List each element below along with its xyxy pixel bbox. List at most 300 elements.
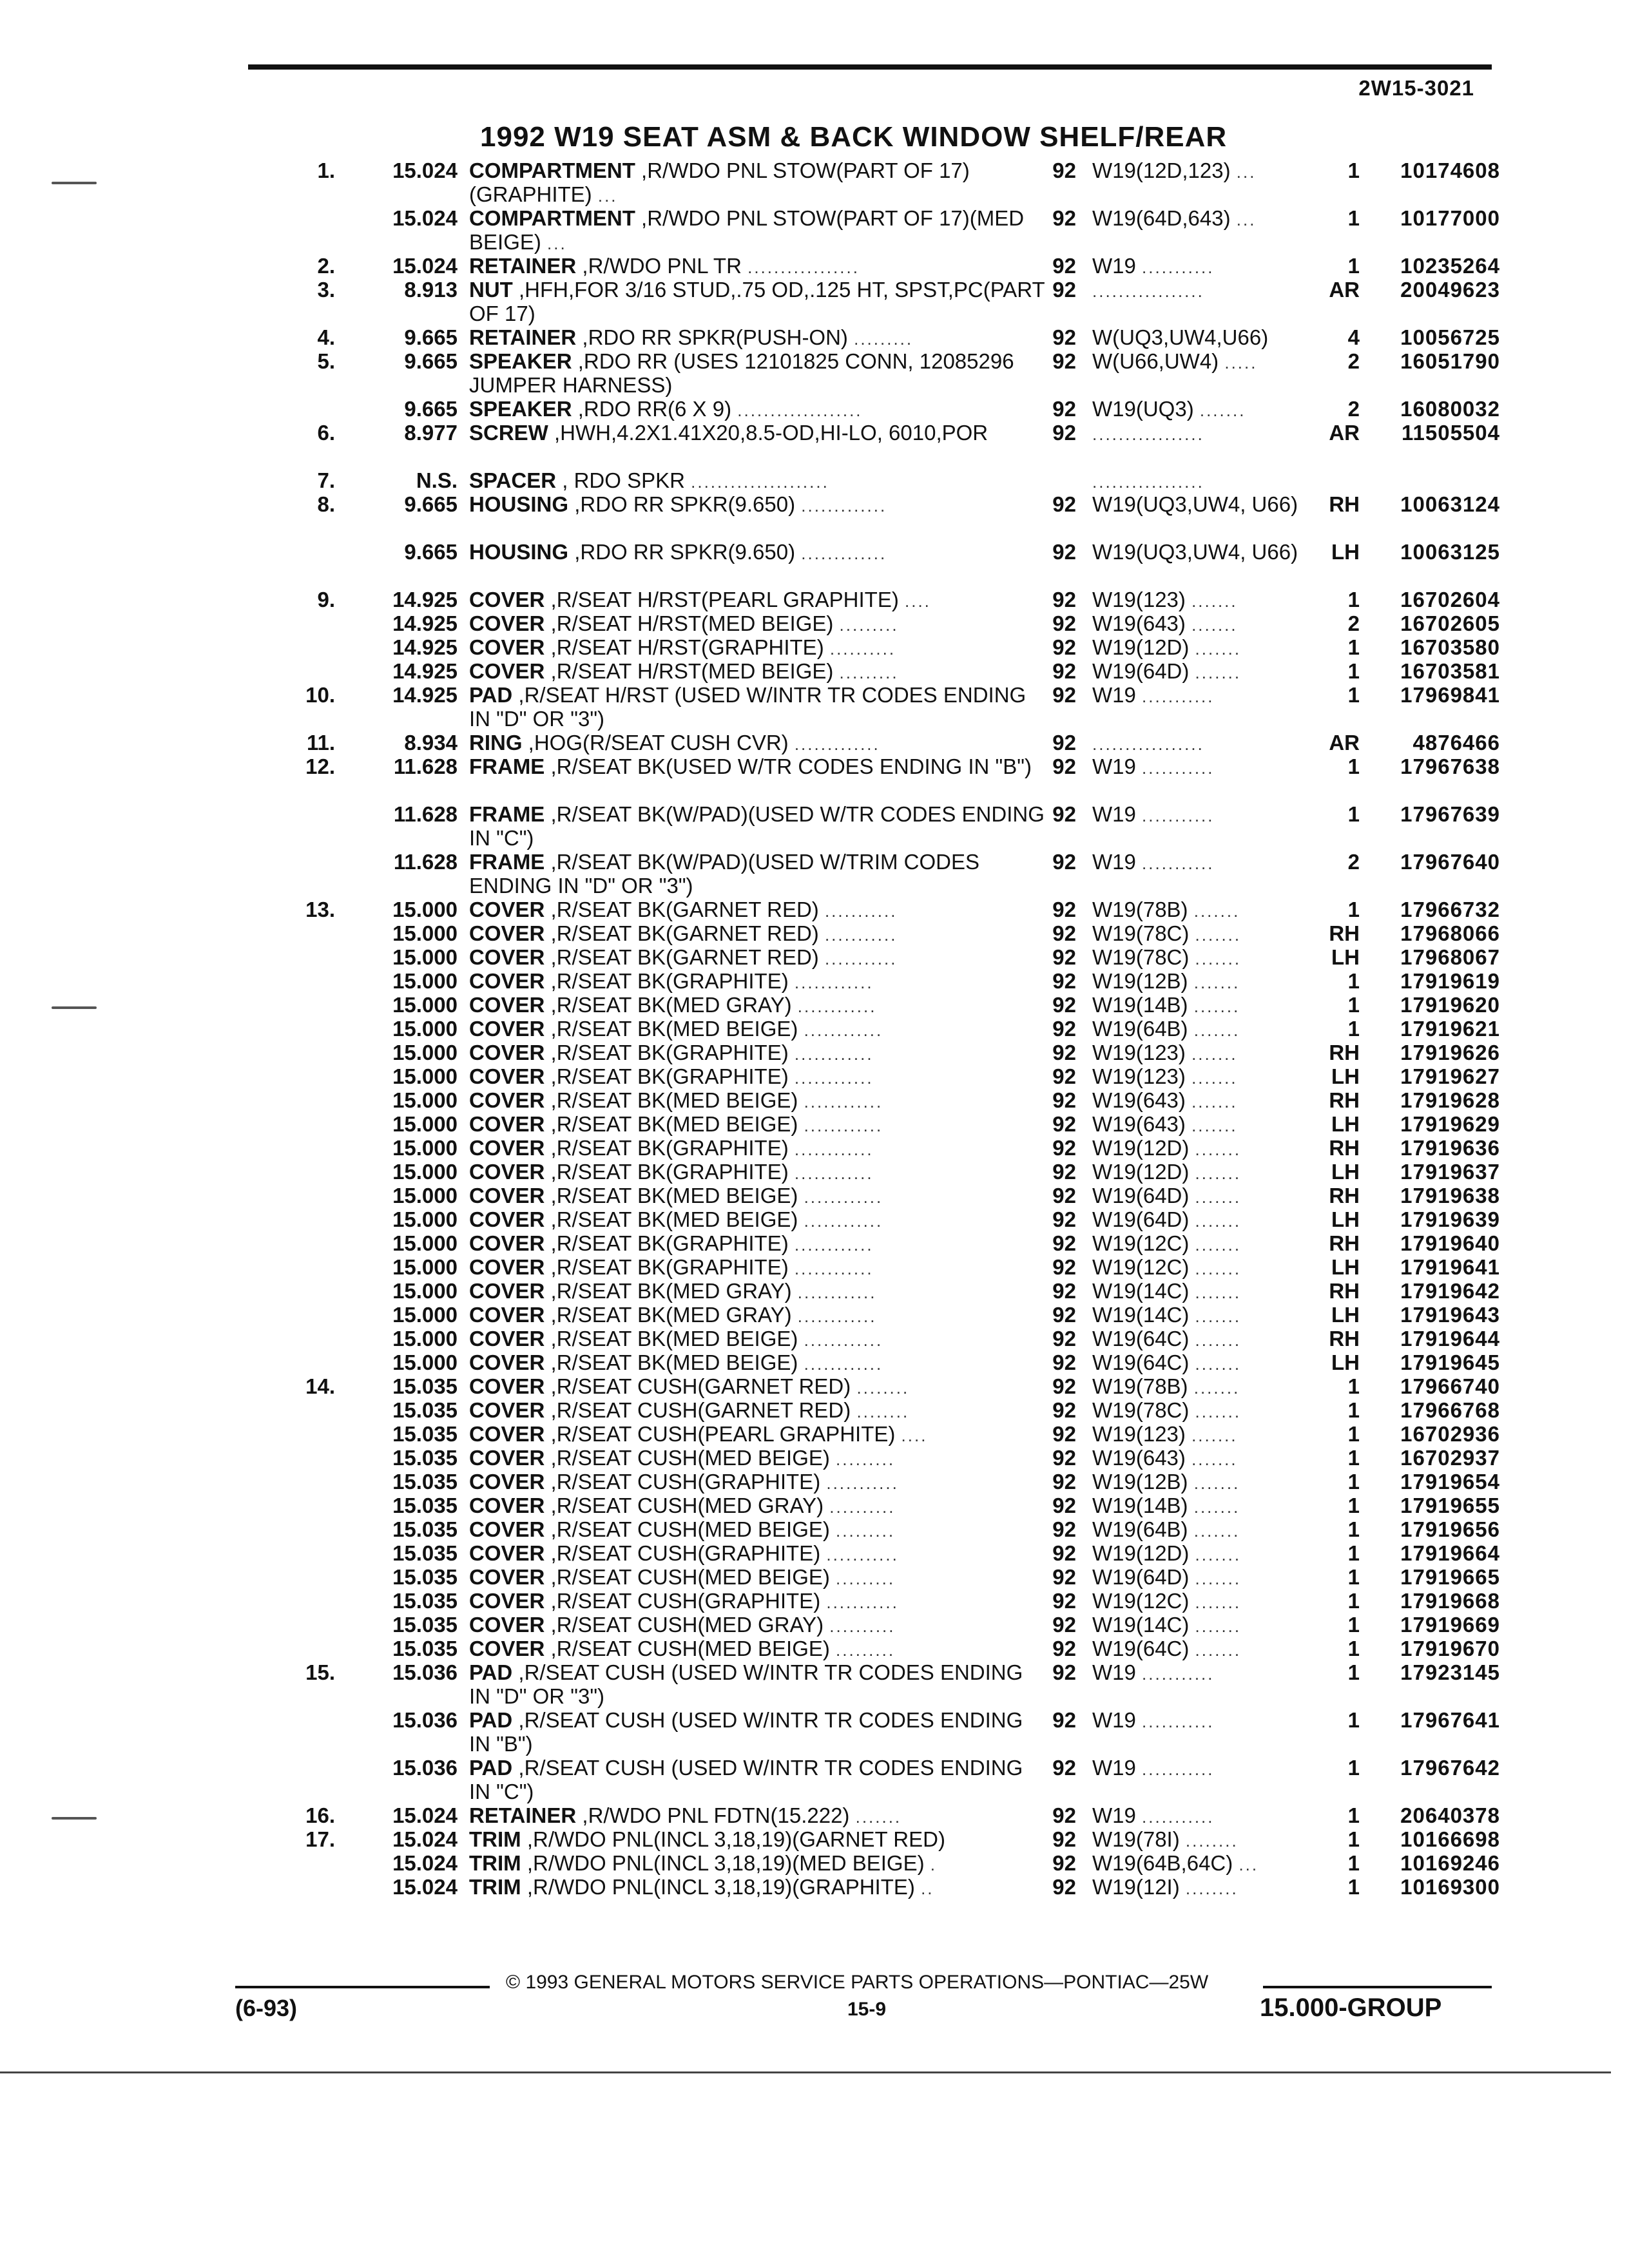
part-name: COVER xyxy=(469,1255,545,1279)
model-code xyxy=(1092,1446,1324,1472)
dot-leader: ....... xyxy=(1191,1092,1238,1111)
part-description xyxy=(469,1851,1049,1877)
part-description xyxy=(469,1064,1049,1090)
dot-leader: ........... xyxy=(824,949,898,968)
part-description xyxy=(469,731,1049,756)
quantity: 1 xyxy=(1347,969,1360,993)
part-detail: ,R/WDO PNL(INCL 3,18,19)(GARNET RED) xyxy=(526,1827,945,1851)
part-name: COVER xyxy=(469,588,545,611)
table-row xyxy=(0,1112,1629,1136)
part-number: 17968066 xyxy=(1400,921,1500,945)
part-description xyxy=(469,659,1049,685)
group-number: 15.035 xyxy=(392,1494,458,1517)
part-description xyxy=(469,850,1049,899)
model-text: W19(78I) xyxy=(1092,1827,1180,1851)
dot-leader: ............ xyxy=(794,1044,874,1064)
part-number: 17919655 xyxy=(1400,1494,1500,1517)
group-number: 15.035 xyxy=(392,1374,458,1398)
part-number: 16702604 xyxy=(1400,588,1500,611)
part-number: 17919626 xyxy=(1400,1041,1500,1064)
model-code xyxy=(1092,1851,1324,1877)
dot-leader: .......... xyxy=(829,1497,896,1517)
dot-leader: ....... xyxy=(1193,1474,1240,1493)
part-name: COVER xyxy=(469,659,545,683)
part-detail: ,R/SEAT BK(W/PAD)(USED W/TRIM CODES ENDING IN "D" OR "3") xyxy=(469,850,980,898)
dot-leader: ................. xyxy=(747,258,860,277)
part-description xyxy=(469,1541,1049,1567)
document-id: 2W15-3021 xyxy=(1358,76,1474,100)
quantity: 1 xyxy=(1347,1851,1360,1875)
part-number: 16702937 xyxy=(1400,1446,1500,1470)
part-description xyxy=(469,206,1049,256)
part-name: COVER xyxy=(469,1494,545,1517)
part-number: 17919637 xyxy=(1400,1160,1500,1184)
model-year: 92 xyxy=(1052,254,1076,278)
part-detail: ,R/SEAT BK(MED BEIGE) xyxy=(550,1017,798,1041)
table-row xyxy=(0,969,1629,993)
dot-leader: ....... xyxy=(1195,1617,1242,1636)
model-code xyxy=(1092,1255,1324,1281)
dot-leader: ........... xyxy=(1142,806,1215,825)
group-number: N.S. xyxy=(416,468,458,492)
model-year: 92 xyxy=(1052,349,1076,373)
dot-leader: ............ xyxy=(794,1235,874,1254)
model-text: W19(12C) xyxy=(1092,1231,1190,1255)
dot-leader: ............. xyxy=(801,544,887,563)
part-detail: ,RDO RR(6 X 9) xyxy=(577,397,732,421)
dot-leader: ............ xyxy=(804,1354,883,1374)
model-year: 92 xyxy=(1052,540,1076,564)
part-number: 20640378 xyxy=(1400,1803,1500,1827)
dot-leader: ........... xyxy=(1142,258,1215,277)
group-number: 15.000 xyxy=(392,1160,458,1184)
model-year: 92 xyxy=(1052,1875,1076,1899)
item-number: 4. xyxy=(317,325,335,349)
part-name: SCREW xyxy=(469,421,548,445)
part-name: COVER xyxy=(469,1422,545,1446)
model-year: 92 xyxy=(1052,683,1076,707)
dot-leader: ......... xyxy=(854,329,914,349)
part-number: 17919656 xyxy=(1400,1517,1500,1541)
part-description xyxy=(469,1017,1049,1043)
model-text: W19(14C) xyxy=(1092,1279,1190,1303)
model-code xyxy=(1092,1660,1324,1686)
quantity: RH xyxy=(1329,1088,1360,1112)
model-year: 92 xyxy=(1052,1446,1076,1470)
model-text: W19(UQ3,UW4, U66) xyxy=(1092,492,1298,516)
table-row xyxy=(0,492,1629,540)
table-row xyxy=(0,1613,1629,1637)
part-detail: , RDO SPKR xyxy=(562,468,685,492)
model-year: 92 xyxy=(1052,1255,1076,1279)
quantity: 1 xyxy=(1347,1470,1360,1494)
group-number: 15.035 xyxy=(392,1446,458,1470)
dot-leader: ............. xyxy=(801,496,887,515)
dot-leader: ......... xyxy=(836,1569,896,1588)
table-row xyxy=(0,1017,1629,1041)
dot-leader: ... xyxy=(1236,162,1257,182)
dot-leader: ........... xyxy=(1142,758,1215,778)
dot-leader: ... xyxy=(547,234,567,253)
dot-leader: ............ xyxy=(797,1307,877,1326)
part-number: 10063124 xyxy=(1400,492,1500,516)
quantity: AR xyxy=(1329,731,1360,754)
model-year: 92 xyxy=(1052,397,1076,421)
part-name: TRIM xyxy=(469,1851,521,1875)
table-row xyxy=(0,1207,1629,1231)
part-number: 4876466 xyxy=(1412,731,1500,754)
part-description xyxy=(469,1088,1049,1114)
quantity: RH xyxy=(1329,1136,1360,1160)
table-row xyxy=(0,1088,1629,1112)
model-text: W(U66,UW4) xyxy=(1092,349,1219,373)
dot-leader: ......... xyxy=(836,1450,896,1469)
model-year: 92 xyxy=(1052,1374,1076,1398)
group-number: 14.925 xyxy=(392,635,458,659)
part-detail: ,R/WDO PNL(INCL 3,18,19)(GRAPHITE) xyxy=(526,1875,915,1899)
model-code xyxy=(1092,1112,1324,1138)
quantity: LH xyxy=(1331,1160,1360,1184)
part-name: COVER xyxy=(469,1136,545,1160)
footer-group: 15.000-GROUP xyxy=(1260,1994,1442,2022)
item-number: 15. xyxy=(305,1660,335,1684)
model-year: 92 xyxy=(1052,206,1076,230)
part-number: 10235264 xyxy=(1400,254,1500,278)
part-description xyxy=(469,421,1049,447)
quantity: 1 xyxy=(1347,898,1360,921)
group-number: 15.000 xyxy=(392,898,458,921)
item-number: 16. xyxy=(305,1803,335,1827)
dot-leader: ....... xyxy=(1195,925,1242,945)
part-detail: ,R/SEAT BK(MED BEIGE) xyxy=(550,1184,798,1207)
model-year: 92 xyxy=(1052,1613,1076,1637)
table-row xyxy=(0,1660,1629,1708)
part-detail: ,R/SEAT BK(GRAPHITE) xyxy=(550,969,789,993)
part-name: FRAME xyxy=(469,754,545,778)
table-row xyxy=(0,1494,1629,1517)
dot-leader: ........... xyxy=(1142,1664,1215,1684)
part-name: PAD xyxy=(469,1756,513,1780)
part-number: 17968067 xyxy=(1400,945,1500,969)
quantity: 2 xyxy=(1347,850,1360,874)
model-code xyxy=(1092,683,1324,709)
bottom-rule xyxy=(0,2071,1611,2073)
part-description xyxy=(469,611,1049,637)
group-number: 15.000 xyxy=(392,1041,458,1064)
part-number: 10166698 xyxy=(1400,1827,1500,1851)
part-number: 17919639 xyxy=(1400,1207,1500,1231)
table-row xyxy=(0,1827,1629,1851)
quantity: LH xyxy=(1331,1255,1360,1279)
part-number: 17967642 xyxy=(1400,1756,1500,1780)
table-row xyxy=(0,1637,1629,1660)
table-row xyxy=(0,1803,1629,1827)
dot-leader: ....... xyxy=(1195,1283,1242,1302)
dot-leader: ......... xyxy=(839,663,899,682)
part-detail: ,R/SEAT CUSH(MED BEIGE) xyxy=(550,1565,830,1589)
dot-leader: ....... xyxy=(1191,1426,1238,1445)
table-row xyxy=(0,1422,1629,1446)
group-number: 15.024 xyxy=(392,206,458,230)
part-detail: ,R/SEAT BK(GRAPHITE) xyxy=(550,1041,789,1064)
part-number: 17919645 xyxy=(1400,1350,1500,1374)
part-number: 17969841 xyxy=(1400,683,1500,707)
part-name: COVER xyxy=(469,1637,545,1660)
part-description xyxy=(469,1303,1049,1329)
model-code xyxy=(1092,349,1324,375)
dot-leader: ....... xyxy=(1195,1235,1242,1254)
model-year: 92 xyxy=(1052,969,1076,993)
dot-leader: ........ xyxy=(1185,1879,1239,1898)
part-number: 17923145 xyxy=(1400,1660,1500,1684)
dot-leader: ....... xyxy=(1195,1140,1242,1159)
part-description xyxy=(469,969,1049,995)
part-number: 17919629 xyxy=(1400,1112,1500,1136)
part-name: RETAINER xyxy=(469,325,577,349)
parts-list xyxy=(0,159,1629,1899)
table-row xyxy=(0,1303,1629,1327)
dot-leader: ............ xyxy=(794,1259,874,1278)
model-code xyxy=(1092,1207,1324,1233)
part-description xyxy=(469,1660,1049,1710)
model-text: W19(64C) xyxy=(1092,1350,1190,1374)
group-number: 11.628 xyxy=(393,850,458,874)
model-code xyxy=(1092,635,1324,661)
table-row xyxy=(0,754,1629,802)
part-description xyxy=(469,1589,1049,1615)
table-row xyxy=(0,611,1629,635)
part-number: 17919664 xyxy=(1400,1541,1500,1565)
dot-leader: .... xyxy=(901,1426,928,1445)
dot-leader: .... xyxy=(905,591,931,611)
page-title: 1992 W19 SEAT ASM & BACK WINDOW SHELF/REAR xyxy=(480,121,1228,153)
table-row xyxy=(0,1327,1629,1350)
part-detail: ,R/SEAT BK(MED GRAY) xyxy=(550,993,792,1017)
model-year: 92 xyxy=(1052,993,1076,1017)
model-text: W19 xyxy=(1092,254,1136,278)
group-number: 15.000 xyxy=(392,921,458,945)
part-number: 17919643 xyxy=(1400,1303,1500,1327)
model-code xyxy=(1092,1017,1324,1043)
part-number: 17967641 xyxy=(1400,1708,1500,1732)
part-detail: ,R/SEAT CUSH (USED W/INTR TR CODES ENDING IN "B") xyxy=(469,1708,1023,1756)
model-text: W19 xyxy=(1092,850,1136,874)
dot-leader: ....... xyxy=(1195,949,1242,968)
part-name: COVER xyxy=(469,1207,545,1231)
part-number: 16702936 xyxy=(1400,1422,1500,1446)
model-code xyxy=(1092,1470,1324,1495)
part-number: 17919636 xyxy=(1400,1136,1500,1160)
model-text: W19(643) xyxy=(1092,1088,1186,1112)
group-number: 15.000 xyxy=(392,1279,458,1303)
part-detail: ,R/SEAT BK(W/PAD)(USED W/TR CODES ENDING IN "C") xyxy=(469,802,1045,850)
model-code xyxy=(1092,421,1324,447)
model-code xyxy=(1092,468,1324,494)
model-year: 92 xyxy=(1052,159,1076,182)
model-year: 92 xyxy=(1052,1350,1076,1374)
dot-leader: ... xyxy=(1239,1855,1259,1874)
model-code xyxy=(1092,969,1324,995)
table-row xyxy=(0,993,1629,1017)
table-row xyxy=(0,659,1629,683)
dot-leader: ....... xyxy=(1195,1331,1242,1350)
part-description xyxy=(469,1327,1049,1352)
table-row xyxy=(0,1136,1629,1160)
table-row xyxy=(0,254,1629,278)
table-row xyxy=(0,588,1629,611)
part-name: COVER xyxy=(469,1041,545,1064)
part-name: TRIM xyxy=(469,1827,521,1851)
part-description xyxy=(469,754,1049,780)
group-number: 15.000 xyxy=(392,1112,458,1136)
part-detail: ,RDO RR (USES 12101825 CONN, 12085296 JUMPER HARNESS) xyxy=(469,349,1014,397)
group-number: 15.036 xyxy=(392,1756,458,1780)
dot-leader: ............ xyxy=(797,1283,877,1302)
quantity: 2 xyxy=(1347,349,1360,373)
group-number: 15.024 xyxy=(392,1803,458,1827)
part-name: NUT xyxy=(469,278,513,302)
group-number: 15.000 xyxy=(392,1017,458,1041)
model-year: 92 xyxy=(1052,1827,1076,1851)
model-year: 92 xyxy=(1052,325,1076,349)
model-text: W19(12B) xyxy=(1092,969,1188,993)
model-text: W19(14C) xyxy=(1092,1613,1190,1637)
model-code xyxy=(1092,1184,1324,1209)
dot-leader: ............ xyxy=(797,997,877,1016)
part-description xyxy=(469,898,1049,923)
part-detail: ,R/SEAT CUSH(GRAPHITE) xyxy=(550,1589,821,1613)
dot-leader: ........... xyxy=(824,925,898,945)
table-row xyxy=(0,1160,1629,1184)
quantity: 1 xyxy=(1347,1637,1360,1660)
part-description xyxy=(469,1374,1049,1400)
table-row xyxy=(0,1350,1629,1374)
model-year: 92 xyxy=(1052,1470,1076,1494)
table-row xyxy=(0,1756,1629,1803)
part-detail: ,R/SEAT CUSH (USED W/INTR TR CODES ENDING IN "D" OR "3") xyxy=(469,1660,1023,1708)
part-number: 17919644 xyxy=(1400,1327,1500,1350)
part-description xyxy=(469,1279,1049,1305)
table-row xyxy=(0,1398,1629,1422)
model-year: 92 xyxy=(1052,754,1076,778)
model-code xyxy=(1092,1494,1324,1519)
quantity: RH xyxy=(1329,1327,1360,1350)
part-number: 17919628 xyxy=(1400,1088,1500,1112)
model-code xyxy=(1092,1398,1324,1424)
part-number: 17919669 xyxy=(1400,1613,1500,1637)
dot-leader: ....... xyxy=(1191,1450,1238,1469)
quantity: 1 xyxy=(1347,683,1360,707)
part-name: RING xyxy=(469,731,523,754)
model-code xyxy=(1092,1803,1324,1829)
model-text: W19 xyxy=(1092,1660,1136,1684)
model-code xyxy=(1092,159,1324,184)
dot-leader: ....... xyxy=(1193,1497,1240,1517)
part-detail: ,R/SEAT BK(MED BEIGE) xyxy=(550,1112,798,1136)
part-detail: ,R/SEAT BK(MED BEIGE) xyxy=(550,1207,798,1231)
group-number: 15.035 xyxy=(392,1398,458,1422)
dot-leader: .......... xyxy=(829,639,896,658)
group-number: 15.035 xyxy=(392,1470,458,1494)
quantity: RH xyxy=(1329,1279,1360,1303)
part-detail: ,R/SEAT BK(MED GRAY) xyxy=(550,1279,792,1303)
part-detail: ,RDO RR SPKR(9.650) xyxy=(574,540,796,564)
part-number: 17967640 xyxy=(1400,850,1500,874)
model-year: 92 xyxy=(1052,1589,1076,1613)
dot-leader: ....... xyxy=(1193,973,1240,992)
dot-leader: ........ xyxy=(1185,1831,1239,1850)
model-code xyxy=(1092,1541,1324,1567)
table-row xyxy=(0,1374,1629,1398)
part-description xyxy=(469,1565,1049,1591)
quantity: 1 xyxy=(1347,1494,1360,1517)
quantity: RH xyxy=(1329,1231,1360,1255)
part-name: COVER xyxy=(469,635,545,659)
dot-leader: ........... xyxy=(1142,854,1215,873)
part-number: 10063125 xyxy=(1400,540,1500,564)
group-number: 15.000 xyxy=(392,1088,458,1112)
dot-leader: ........... xyxy=(824,901,898,921)
model-text: W19(78B) xyxy=(1092,1374,1188,1398)
part-description xyxy=(469,1470,1049,1495)
part-description xyxy=(469,1350,1049,1376)
part-name: COVER xyxy=(469,1064,545,1088)
part-description xyxy=(469,1184,1049,1209)
model-text: W19(64B,64C) xyxy=(1092,1851,1233,1875)
table-row xyxy=(0,1064,1629,1088)
part-number: 17919620 xyxy=(1400,993,1500,1017)
group-number: 15.024 xyxy=(392,254,458,278)
group-number: 8.913 xyxy=(404,278,458,302)
model-code xyxy=(1092,540,1324,566)
dot-leader: ........... xyxy=(826,1545,899,1564)
quantity: 1 xyxy=(1347,1398,1360,1422)
model-text: W19(643) xyxy=(1092,1446,1186,1470)
model-year: 92 xyxy=(1052,1660,1076,1684)
model-text: W(UQ3,UW4,U66) xyxy=(1092,325,1269,349)
table-row xyxy=(0,921,1629,945)
group-number: 11.628 xyxy=(393,802,458,826)
item-number: 14. xyxy=(305,1374,335,1398)
part-name: COVER xyxy=(469,1446,545,1470)
model-text: W19(12D,123) xyxy=(1092,159,1231,182)
dot-leader: ......... xyxy=(836,1521,896,1541)
footer-rule-right xyxy=(1263,1986,1492,1988)
part-detail: ,R/SEAT BK(MED BEIGE) xyxy=(550,1088,798,1112)
model-text: W19(12D) xyxy=(1092,635,1190,659)
quantity: 1 xyxy=(1347,1803,1360,1827)
part-name: COVER xyxy=(469,611,545,635)
part-description xyxy=(469,1112,1049,1138)
model-code xyxy=(1092,1064,1324,1090)
model-code xyxy=(1092,1708,1324,1734)
group-number: 8.977 xyxy=(404,421,458,445)
model-text: W19(64C) xyxy=(1092,1327,1190,1350)
top-rule xyxy=(248,64,1492,70)
model-code xyxy=(1092,397,1324,423)
quantity: AR xyxy=(1329,421,1360,445)
dot-leader: ... xyxy=(597,186,618,206)
part-number: 17919642 xyxy=(1400,1279,1500,1303)
group-number: 8.934 xyxy=(404,731,458,754)
group-number: 14.925 xyxy=(392,611,458,635)
model-text: W19(123) xyxy=(1092,1064,1186,1088)
model-year: 92 xyxy=(1052,898,1076,921)
table-row xyxy=(0,1565,1629,1589)
quantity: RH xyxy=(1329,1041,1360,1064)
group-number: 15.000 xyxy=(392,945,458,969)
part-name: SPEAKER xyxy=(469,397,572,421)
